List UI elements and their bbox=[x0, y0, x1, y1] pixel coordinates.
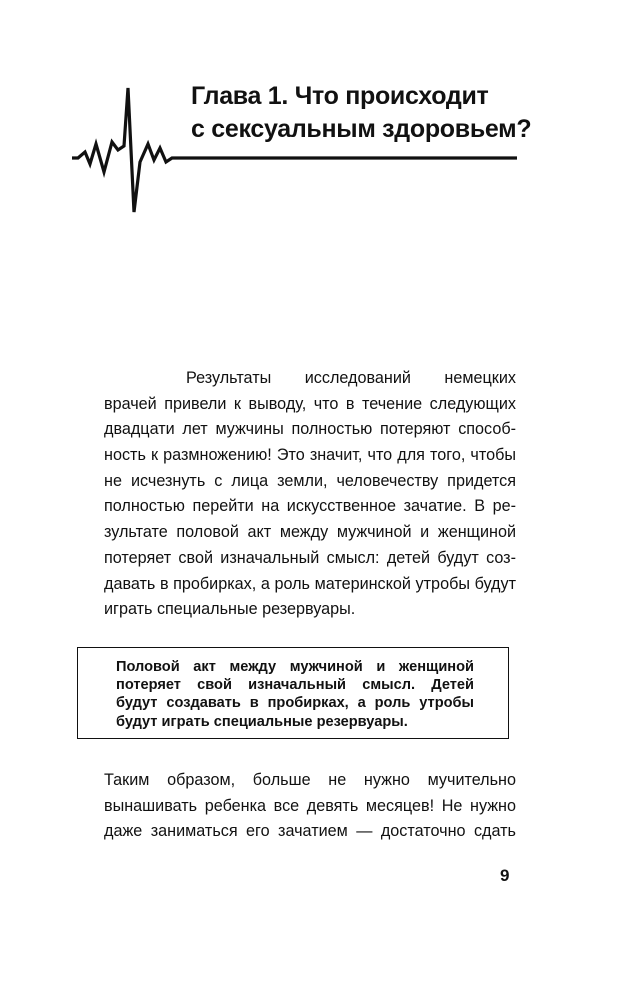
callout-line: потеряет свой изначальный смысл. Детей bbox=[116, 677, 474, 694]
text-line: полностью перейти на искусственное зачатие. В ре- bbox=[104, 497, 516, 516]
text-line: ность к размножению! Это значит, что для того, чтобы bbox=[104, 446, 516, 465]
chapter-title-line: Глава 1. Что происходит bbox=[191, 82, 489, 110]
text-line: не исчезнуть с лица земли, человечеству придется bbox=[104, 471, 516, 490]
callout-line: будут играть специальные резервуары. bbox=[116, 713, 408, 730]
chapter-title bbox=[191, 80, 531, 146]
callout-text bbox=[116, 658, 474, 731]
text-line: Результаты исследований немецких bbox=[186, 369, 516, 387]
chapter-title-line: с сексуальным здоровьем? bbox=[191, 115, 532, 143]
text-line: Таким образом, больше не нужно мучительно bbox=[104, 771, 516, 789]
callout-line: Половой акт между мужчиной и женщиной bbox=[116, 659, 474, 675]
text-line: даже заниматься его зачатием — достаточно сдать bbox=[104, 822, 516, 841]
callout-line: будут создавать в пробирках, а роль утробы bbox=[116, 695, 474, 712]
paragraph-intro bbox=[104, 366, 516, 623]
text-line: давать в пробирках, а роль материнской утробы будут bbox=[104, 574, 516, 593]
callout-box bbox=[77, 647, 509, 739]
text-line: потеряет свой изначальный смысл: детей будут соз- bbox=[104, 548, 516, 567]
text-line: зультате половой акт между мужчиной и женщиной bbox=[104, 523, 516, 542]
text-line: вынашивать ребенка все девять месяцев! Не нужно bbox=[104, 796, 516, 815]
page-number: 9 bbox=[500, 866, 510, 885]
paragraph-continued bbox=[104, 768, 516, 845]
text-line: играть специальные резервуары. bbox=[104, 600, 356, 619]
text-line: врачей привели к выводу, что в течение следующих bbox=[104, 394, 516, 413]
text-line: двадцати лет мужчины полностью потеряют способ- bbox=[104, 420, 516, 439]
